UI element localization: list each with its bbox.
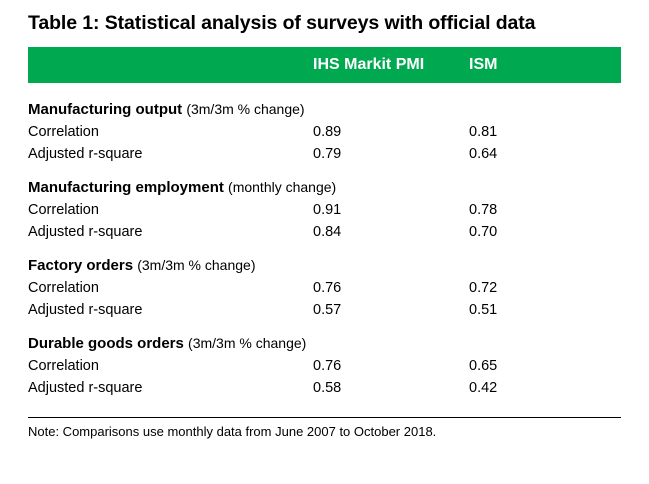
header-cell-ism: ISM bbox=[469, 56, 498, 73]
table-row bbox=[28, 355, 621, 377]
group-title bbox=[28, 101, 621, 118]
cell-pmi: 0.91 bbox=[313, 202, 342, 218]
group-qualifier: (monthly change) bbox=[228, 179, 337, 195]
row-label: Adjusted r-square bbox=[28, 380, 143, 396]
row-label: Correlation bbox=[28, 202, 99, 218]
cell-pmi: 0.89 bbox=[313, 124, 342, 140]
cell-ism: 0.51 bbox=[469, 302, 498, 318]
group-name: Manufacturing output bbox=[28, 101, 183, 118]
group-title bbox=[28, 335, 621, 352]
row-label: Correlation bbox=[28, 280, 99, 296]
table-group bbox=[28, 257, 621, 321]
table-group bbox=[28, 179, 621, 243]
group-name: Manufacturing employment bbox=[28, 179, 224, 196]
cell-ism: 0.72 bbox=[469, 280, 498, 296]
group-qualifier: (3m/3m % change) bbox=[137, 257, 256, 273]
page-title: Table 1: Statistical analysis of surveys with official data bbox=[28, 12, 536, 34]
table-row bbox=[28, 377, 621, 399]
row-label: Adjusted r-square bbox=[28, 224, 143, 240]
group-title bbox=[28, 257, 621, 274]
table-row bbox=[28, 121, 621, 143]
table-row bbox=[28, 277, 621, 299]
table-group bbox=[28, 101, 621, 165]
row-label: Correlation bbox=[28, 124, 99, 140]
cell-ism: 0.42 bbox=[469, 380, 498, 396]
cell-pmi: 0.79 bbox=[313, 146, 342, 162]
cell-pmi: 0.76 bbox=[313, 358, 342, 374]
table-group bbox=[28, 335, 621, 399]
group-name: Durable goods orders bbox=[28, 335, 184, 352]
cell-pmi: 0.84 bbox=[313, 224, 342, 240]
table-row bbox=[28, 221, 621, 243]
table-row bbox=[28, 143, 621, 165]
row-label: Adjusted r-square bbox=[28, 146, 143, 162]
cell-ism: 0.70 bbox=[469, 224, 498, 240]
group-title bbox=[28, 179, 621, 196]
cell-ism: 0.64 bbox=[469, 146, 498, 162]
cell-pmi: 0.58 bbox=[313, 380, 342, 396]
table-body bbox=[28, 83, 621, 399]
group-qualifier: (3m/3m % change) bbox=[186, 101, 305, 117]
cell-pmi: 0.57 bbox=[313, 302, 342, 318]
cell-ism: 0.81 bbox=[469, 124, 498, 140]
header-cell-pmi: IHS Markit PMI bbox=[313, 56, 425, 73]
table-row bbox=[28, 199, 621, 221]
table-note: Note: Comparisons use monthly data from June 2007 to October 2018. bbox=[28, 424, 437, 439]
group-qualifier: (3m/3m % change) bbox=[188, 335, 307, 351]
cell-ism: 0.78 bbox=[469, 202, 498, 218]
cell-pmi: 0.76 bbox=[313, 280, 342, 296]
row-label: Adjusted r-square bbox=[28, 302, 143, 318]
row-label: Correlation bbox=[28, 358, 99, 374]
table-row bbox=[28, 299, 621, 321]
cell-ism: 0.65 bbox=[469, 358, 498, 374]
table-header-row bbox=[28, 47, 621, 83]
group-name: Factory orders bbox=[28, 257, 134, 274]
